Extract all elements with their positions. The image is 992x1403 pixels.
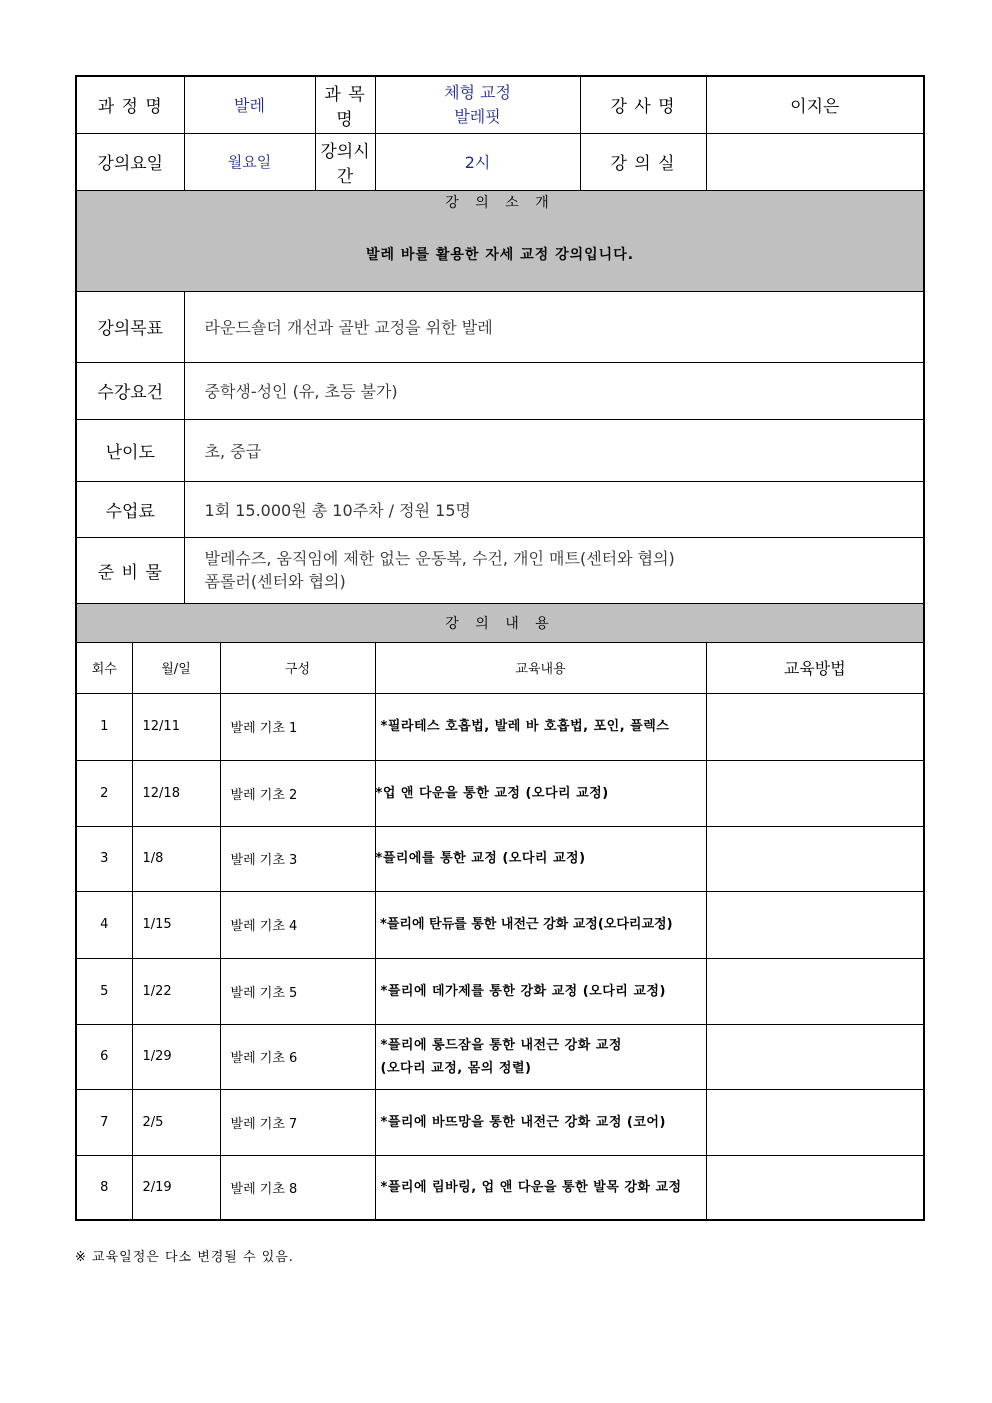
intro-row <box>76 190 924 291</box>
row-date: 2/19 <box>132 1155 220 1220</box>
row-no: 2 <box>76 760 132 826</box>
row-date: 12/18 <box>132 760 220 826</box>
row-composition: 발레 기초 5 <box>220 958 375 1024</box>
fee-value: 1회 15.000원 총 10주차 / 정원 15명 <box>184 481 924 537</box>
fee-row <box>76 481 924 537</box>
syllabus-table <box>75 75 925 1221</box>
table-row <box>76 826 924 891</box>
table-row <box>76 1089 924 1155</box>
row-method <box>706 891 924 958</box>
intro-text: 발레 바를 활용한 자세 교정 강의입니다. <box>365 246 635 263</box>
requirement-row <box>76 362 924 419</box>
table-row <box>76 760 924 826</box>
row-date: 1/15 <box>132 891 220 958</box>
row-date: 2/5 <box>132 1089 220 1155</box>
goal-label: 강의목표 <box>76 291 184 362</box>
row-no: 5 <box>76 958 132 1024</box>
header-composition: 구성 <box>220 642 375 693</box>
time-label: 강의시간 <box>315 133 375 190</box>
intro-section <box>76 190 924 291</box>
row-no: 1 <box>76 693 132 760</box>
row-content: *플리에 바뜨망을 통한 내전근 강화 교정 (코어) <box>375 1089 706 1155</box>
prep-line-2: 폼롤러(센터와 협의) <box>204 572 346 591</box>
fee-label: 수업료 <box>76 481 184 537</box>
row-composition: 발레 기초 6 <box>220 1024 375 1089</box>
header-no: 회수 <box>76 642 132 693</box>
row-content: *플리에 림바링, 업 앤 다운을 통한 발목 강화 교정 <box>375 1155 706 1220</box>
instructor-label: 강 사 명 <box>580 76 706 133</box>
table-row <box>76 891 924 958</box>
row-no: 3 <box>76 826 132 891</box>
row-composition: 발레 기초 4 <box>220 891 375 958</box>
intro-title: 강 의 소 개 <box>445 194 555 211</box>
goal-value: 라운드숄더 개선과 골반 교정을 위한 발레 <box>184 291 924 362</box>
row-method <box>706 1155 924 1220</box>
subject-line-1: 체형 교정 <box>444 82 511 102</box>
row-composition: 발레 기초 8 <box>220 1155 375 1220</box>
table-row <box>76 958 924 1024</box>
table-row <box>76 693 924 760</box>
header-row-1 <box>76 76 924 133</box>
prep-value <box>184 537 924 603</box>
content-header-row <box>76 642 924 693</box>
subject-value <box>375 76 580 133</box>
row-no: 6 <box>76 1024 132 1089</box>
row-composition: 발레 기초 1 <box>220 693 375 760</box>
header-date: 월/일 <box>132 642 220 693</box>
content-title-row <box>76 603 924 642</box>
row-method <box>706 826 924 891</box>
row-composition: 발레 기초 2 <box>220 760 375 826</box>
row-content: *플리에 데가제를 통한 강화 교정 (오다리 교정) <box>375 958 706 1024</box>
row-date: 12/11 <box>132 693 220 760</box>
row-method <box>706 693 924 760</box>
room-value <box>706 133 924 190</box>
table-row <box>76 1155 924 1220</box>
row-method <box>706 1089 924 1155</box>
schedule-footnote: ※ 교육일정은 다소 변경될 수 있음. <box>75 1250 294 1265</box>
header-content: 교육내용 <box>375 642 706 693</box>
table-row <box>76 1024 924 1089</box>
row-content: *플리에 탄듀를 통한 내전근 강화 교정(오다리교정) <box>375 891 706 958</box>
row-content-line-2: (오다리 교정, 몸의 정렬) <box>375 1060 532 1076</box>
level-row <box>76 419 924 481</box>
requirement-label: 수강요건 <box>76 362 184 419</box>
day-label: 강의요일 <box>76 133 184 190</box>
header-row-2 <box>76 133 924 190</box>
row-content: *필라테스 호흡법, 발레 바 호흡법, 포인, 플렉스 <box>375 693 706 760</box>
prep-line-1: 발레슈즈, 움직임에 제한 없는 운동복, 수건, 개인 매트(센터와 협의) <box>204 549 675 568</box>
row-no: 8 <box>76 1155 132 1220</box>
row-method <box>706 1024 924 1089</box>
row-date: 1/22 <box>132 958 220 1024</box>
course-label: 과 정 명 <box>76 76 184 133</box>
row-no: 7 <box>76 1089 132 1155</box>
subject-label: 과 목 명 <box>315 76 375 133</box>
course-value: 발레 <box>184 76 315 133</box>
row-content: *업 앤 다운을 통한 교정 (오다리 교정) <box>375 760 706 826</box>
prep-row <box>76 537 924 603</box>
row-date: 1/8 <box>132 826 220 891</box>
row-date: 1/29 <box>132 1024 220 1089</box>
prep-label: 준 비 물 <box>76 537 184 603</box>
row-composition: 발레 기초 3 <box>220 826 375 891</box>
header-method: 교육방법 <box>706 642 924 693</box>
room-label: 강 의 실 <box>580 133 706 190</box>
row-method <box>706 958 924 1024</box>
row-method <box>706 760 924 826</box>
level-label: 난이도 <box>76 419 184 481</box>
day-value: 월요일 <box>184 133 315 190</box>
row-content: *플리에를 통한 교정 (오다리 교정) <box>375 826 706 891</box>
goal-row <box>76 291 924 362</box>
content-title: 강 의 내 용 <box>76 603 924 642</box>
instructor-value: 이지은 <box>706 76 924 133</box>
row-content-line-1: *플리에 롱드잠을 통한 내전근 강화 교정 <box>375 1037 622 1053</box>
row-content <box>375 1024 706 1089</box>
time-value: 2시 <box>375 133 580 190</box>
row-no: 4 <box>76 891 132 958</box>
row-composition: 발레 기초 7 <box>220 1089 375 1155</box>
level-value: 초, 중급 <box>184 419 924 481</box>
requirement-value: 중학생-성인 (유, 초등 불가) <box>184 362 924 419</box>
subject-line-2: 발레핏 <box>454 106 501 126</box>
